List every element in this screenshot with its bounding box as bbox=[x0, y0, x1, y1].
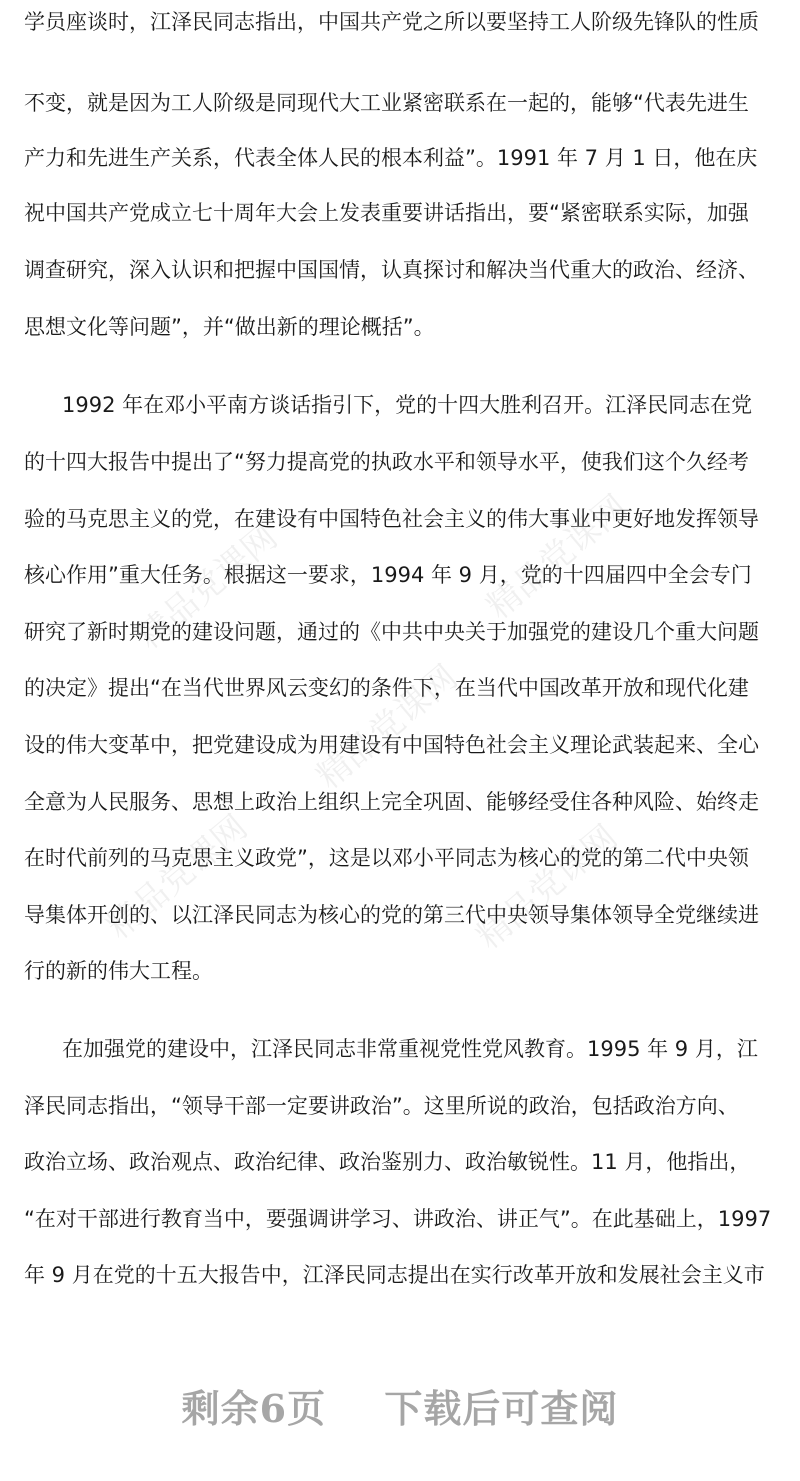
text-line: 导集体开创的、以江泽民同志为核心的党的第三代中央领导集体领导全党继续进 bbox=[24, 903, 759, 927]
download-hint-label: 下载后可查阅 bbox=[384, 1386, 619, 1431]
text-line: “在对干部进行教育当中，要强调讲学习、讲政治、讲正气”。在此基础上，1997 bbox=[24, 1207, 772, 1231]
text-line: 政治立场、政治观点、政治纪律、政治鉴别力、政治敏锐性。11 月，他指出， bbox=[24, 1150, 751, 1174]
text-line: 思想文化等问题”，并“做出新的理论概括”。 bbox=[24, 315, 435, 339]
text-line: 验的马克思主义的党，在建设有中国特色社会主义的伟大事业中更好地发挥领导 bbox=[24, 507, 759, 531]
text-line: 1992 年在邓小平南方谈话指引下，党的十四大胜利召开。江泽民同志在党 bbox=[62, 393, 753, 417]
watermark: 精品党课网 bbox=[99, 807, 256, 948]
text-line: 行的新的伟大工程。 bbox=[24, 959, 213, 983]
watermark: 精品党课网 bbox=[129, 517, 286, 658]
text-line: 研究了新时期党的建设问题，通过的《中共中央关于加强党的建设几个重大问题 bbox=[24, 620, 759, 644]
text-line: 不变，就是因为工人阶级是同现代大工业紧密联系在一起的，能够“代表先进生 bbox=[24, 91, 749, 115]
text-line: 的决定》提出“在当代世界风云变幻的条件下，在当代中国改革开放和现代化建 bbox=[24, 676, 749, 700]
watermark: 精品党课网 bbox=[309, 657, 466, 798]
text-line: 泽民同志指出，“领导干部一定要讲政治”。这里所说的政治，包括政治方向、 bbox=[24, 1094, 739, 1118]
text-line: 在时代前列的马克思主义政党”，这是以邓小平同志为核心的党的第二代中央领 bbox=[24, 846, 749, 870]
remaining-pages-banner[interactable] bbox=[0, 1378, 800, 1438]
text-line: 调查研究，深入认识和把握中国国情，认真探讨和解决当代重大的政治、经济、 bbox=[24, 258, 759, 282]
text-line: 的十四大报告中提出了“努力提高党的执政水平和领导水平，使我们这个久经考 bbox=[24, 450, 749, 474]
text-line: 学员座谈时，江泽民同志指出，中国共产党之所以要坚持工人阶级先锋队的性质 bbox=[24, 10, 759, 34]
text-line: 在加强党的建设中，江泽民同志非常重视党性党风教育。1995 年 9 月，江 bbox=[62, 1037, 758, 1061]
text-line: 产力和先进生产关系，代表全体人民的根本利益”。1991 年 7 月 1 日，他在庆 bbox=[24, 146, 758, 170]
watermark: 精品党课网 bbox=[469, 817, 626, 958]
text-line: 设的伟大变革中，把党建设成为用建设有中国特色社会主义理论武装起来、全心 bbox=[24, 733, 759, 757]
text-line: 年 9 月在党的十五大报告中，江泽民同志提出在实行改革开放和发展社会主义市 bbox=[24, 1263, 765, 1287]
text-line: 核心作用”重大任务。根据这一要求，1994 年 9 月，党的十四届四中全会专门 bbox=[24, 563, 752, 587]
text-line: 祝中国共产党成立七十周年大会上发表重要讲话指出，要“紧密联系实际，加强 bbox=[24, 201, 749, 225]
remaining-pages-label: 剩余6页 bbox=[181, 1386, 327, 1431]
text-line: 全意为人民服务、思想上政治上组织上完全巩固、能够经受住各种风险、始终走 bbox=[24, 790, 759, 814]
watermark: 精品党课网 bbox=[479, 487, 636, 628]
